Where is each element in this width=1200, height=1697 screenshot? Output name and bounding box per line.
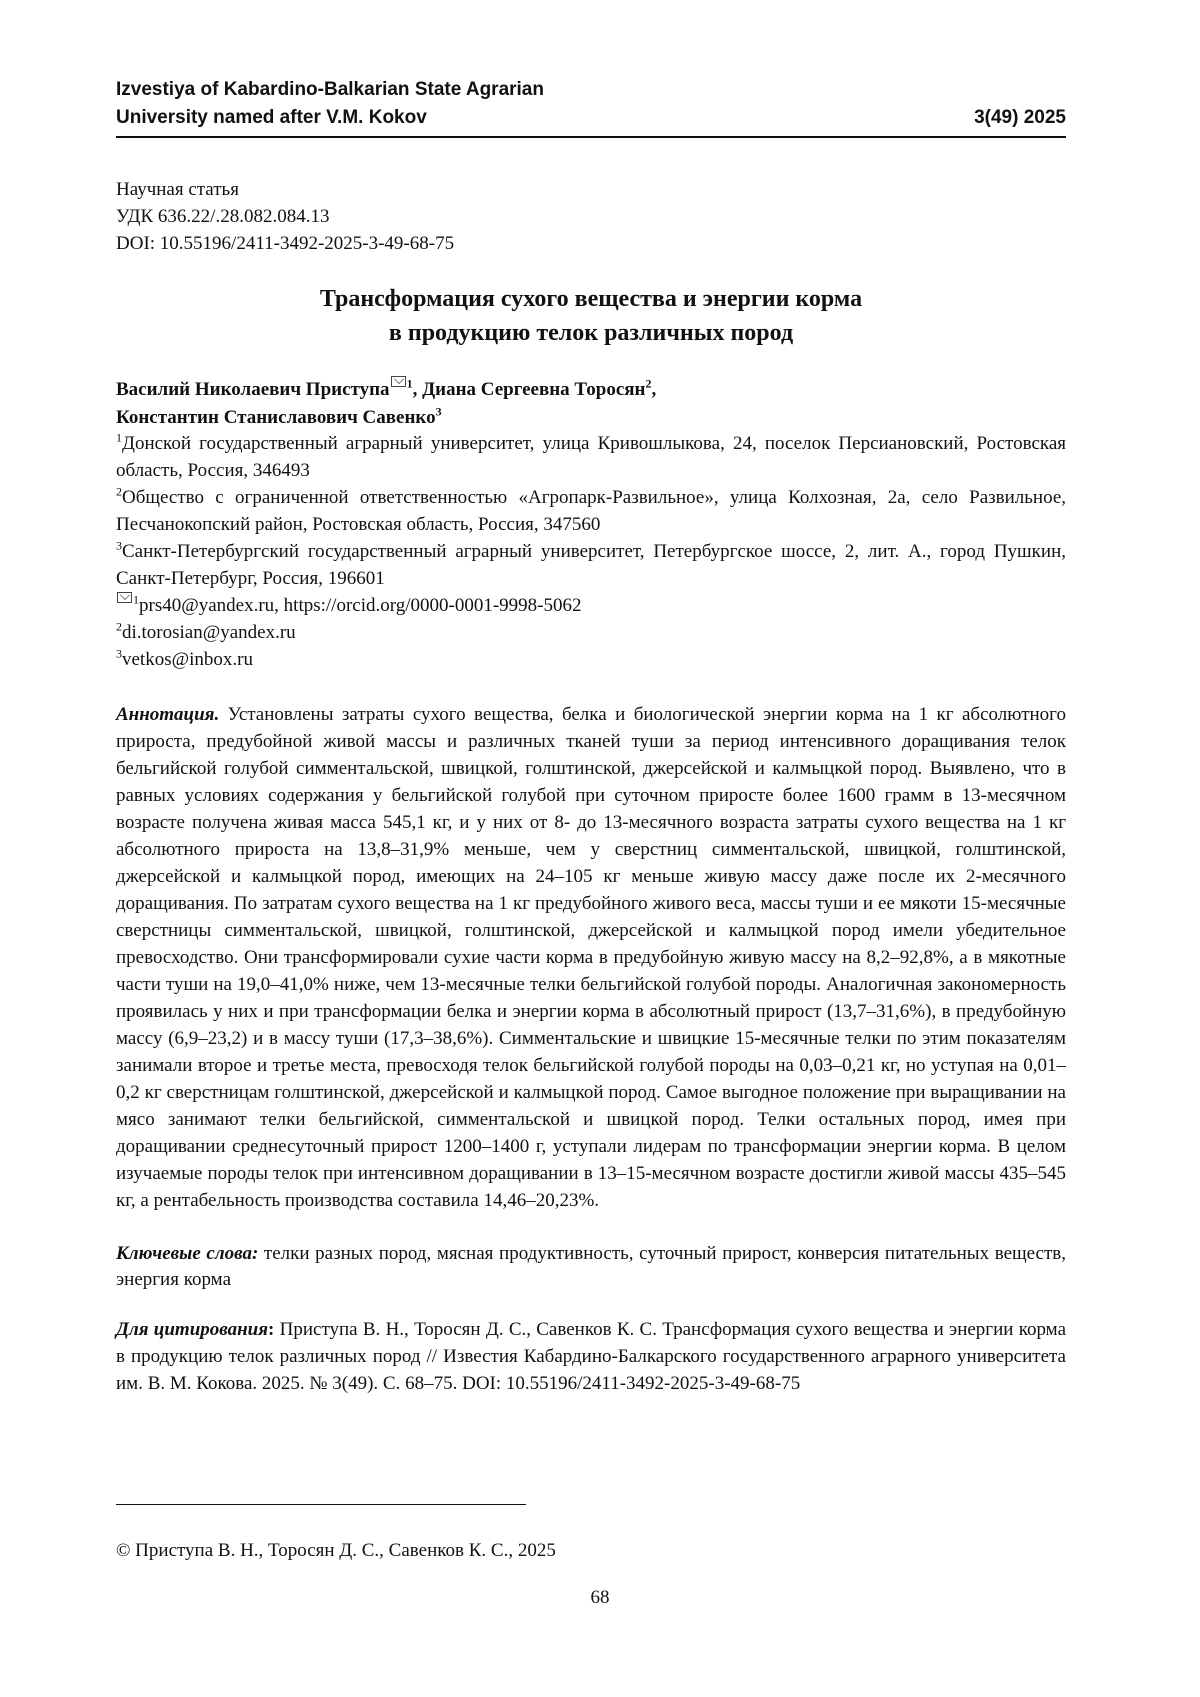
email-3-text[interactable]: vetkos@inbox.ru [122, 649, 253, 670]
copyright: © Приступа В. Н., Торосян Д. С., Савенков К. С., 2025 [116, 1540, 556, 1561]
affiliation-1-sup: 1 [116, 430, 122, 445]
affiliations [116, 430, 1066, 673]
email-1-sup: 1 [133, 592, 139, 607]
affiliation-3-sup: 3 [116, 538, 122, 553]
page-number: 68 [590, 1587, 610, 1608]
email-2 [116, 619, 1066, 646]
author-2-sup: 2 [645, 376, 652, 391]
abstract-label: Аннотация. [116, 704, 220, 725]
journal-name-line1: Izvestiya of Kabardino-Balkarian State Agrarian [116, 79, 544, 100]
email-3 [116, 646, 1066, 673]
authors: Василий Николаевич Приступа $^1$, Диана Сергеевна Торосян$^2$, Константин Станиславович Савенко$^3$ [116, 376, 657, 428]
citation [116, 1316, 1066, 1397]
affiliation-1 [116, 430, 1066, 484]
envelope-icon [117, 592, 132, 603]
article-type: Научная статья [116, 179, 239, 200]
email-1-text[interactable]: prs40@yandex.ru, https://orcid.org/0000-0001-9998-5062 [139, 595, 582, 616]
author-1-sup: 1 [406, 376, 413, 391]
footnote-divider [116, 1504, 526, 1505]
journal-header [116, 76, 1066, 132]
email-1 [116, 592, 1066, 619]
affiliation-2-sup: 2 [116, 484, 122, 499]
email-2-text[interactable]: di.torosian@yandex.ru [122, 622, 296, 643]
abstract-text: Установлены затраты сухого вещества, белка и биологической энергии корма на 1 кг абсолютного прироста, предубойной живой массы и различных тканей туши за период интенсивного доращивания телок бельгийской голубой симментальской, швицкой, голштинской, джерсейской и калмыцкой пород. Выявлено, что в равных условиях содержания у бельгийской голубой при суточном приросте более 1600 грамм в 13-месячном возрасте получена живая масса 545,1 кг, и у них от 8- до 13-месячного возраста затраты сухого вещества на 1 кг абсолютного прироста на 13,8–31,9% меньше, чем у сверстниц симментальской, швицкой, голштинской, джерсейской и калмыцкой пород, имеющих на 24–105 кг меньше живую массу даже после их 2-месячного доращивания. По затратам сухого вещества на 1 кг предубойного живого веса, массы туши и ее мякоти 15-месячные сверстницы симментальской, швицкой, голштинской, джерсейской и калмыцкой пород имели убедительное превосходство. Они трансформировали сухие части корма в предубойную живую массу на 8,2–92,8%, а в мякотные части туши на 19,0–41,0% ниже, чем 13-месячные телки бельгийской голубой породы. Аналогичная закономерность проявилась у них и при трансформации белка и энергии корма в абсолютный прирост (13,7–31,6%), в предубойную массу (6,9–23,2) и в массу туши (17,3–38,6%). Симментальские и швицкие 15-месячные телки по этим показателям занимали второе и третье места, превосходя телок бельгийской голубой породы на 0,03–0,21 кг, но уступая на 0,01–0,2 кг сверстницам голштинской, джерсейской и калмыцкой пород. Самое выгодное положение при выращивании на мясо занимают телки бельгийской, симментальской и швицкой пород. Телки остальных пород, имея при доращивании среднесуточный прирост 1200–1400 г, уступали лидерам по трансформации энергии корма. В целом изучаемые породы телок при интенсивном доращивании в 13–15-месячном возрасте достигли живой массы 435–545 кг, а рентабельность производства составила 14,46–20,23%. [116, 704, 1066, 1211]
keywords [116, 1241, 1066, 1293]
keywords-text: телки разных пород, мясная продуктивность, суточный прирост, конверсия питательных веществ, энергия корма [116, 1243, 1066, 1290]
citation-colon: : [268, 1319, 275, 1340]
journal-name-line2: University named after V.M. Kokov [116, 107, 427, 128]
abstract [116, 701, 1066, 1214]
issue-number: 3(49) 2025 [974, 107, 1066, 128]
affiliation-2 [116, 484, 1066, 538]
envelope-icon [391, 376, 406, 387]
affiliation-2-text: Общество с ограниченной ответственностью «Агропарк-Развильное», улица Колхозная, 2а, село Развильное, Песчанокопский район, Ростовская область, Россия, 347560 [116, 487, 1066, 535]
header-divider [116, 136, 1066, 138]
doi: DOI: 10.55196/2411-3492-2025-3-49-68-75 [116, 233, 455, 254]
keywords-label: Ключевые слова: [116, 1243, 259, 1264]
author-2: Диана Сергеевна Торосян [422, 379, 646, 400]
author-3: Константин Станиславович Савенко [116, 407, 436, 428]
email-2-sup: 2 [116, 619, 122, 634]
title-line-2: в продукцию телок различных пород [388, 320, 794, 346]
article-meta [116, 176, 454, 257]
citation-label: Для цитирования [116, 1319, 269, 1340]
affiliation-3-text: Санкт-Петербургский государственный аграрный университет, Петербургское шоссе, 2, лит. А., город Пушкин, Санкт-Петербург, Россия, 196601 [116, 541, 1066, 589]
citation-text: Приступа В. Н., Торосян Д. С., Савенков К. С. Трансформация сухого вещества и энергии корма в продукцию телок различных пород // Известия Кабардино-Балкарского государственного аграрного университета им. В. М. Кокова. 2025. № 3(49). С. 68–75. DOI: 10.55196/2411-3492-2025-3-49-68-75 [116, 1319, 1067, 1394]
article-title [116, 282, 1066, 350]
author-1: Василий Николаевич Приступа [116, 379, 390, 400]
author-3-sup: 3 [435, 404, 442, 419]
affiliation-1-text: Донской государственный аграрный университет, улица Кривошлыкова, 24, поселок Персиановский, Ростовская область, Россия, 346493 [116, 433, 1066, 481]
udc-code: УДК 636.22/.28.082.084.13 [116, 206, 330, 227]
title-line-1: Трансформация сухого вещества и энергии корма [319, 286, 863, 312]
email-3-sup: 3 [116, 646, 122, 661]
affiliation-3 [116, 538, 1066, 592]
